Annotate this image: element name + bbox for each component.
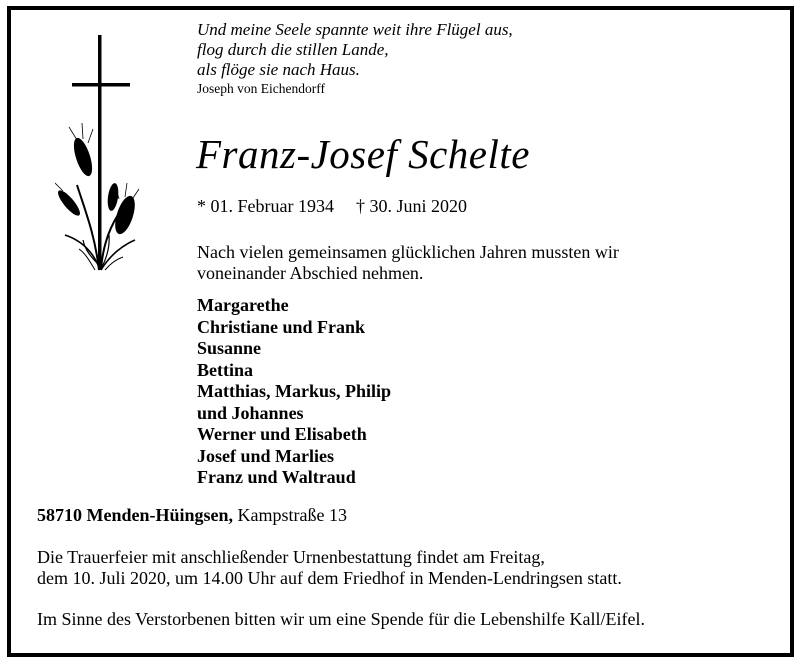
- mourner-entry: Franz und Waltraud: [197, 467, 356, 487]
- deceased-name: Franz-Josef Schelte: [196, 131, 530, 177]
- mourner-entry: Christiane und Frank: [197, 316, 366, 337]
- service-line: dem 10. Juli 2020, um 14.00 Uhr auf dem Friedhof in Menden-Lendringsen statt.: [37, 568, 622, 588]
- mourner-entry: Bettina: [197, 359, 253, 380]
- mourner-entry: Josef und Marlies: [197, 445, 334, 466]
- birth-date: * 01. Februar 1934: [197, 196, 334, 216]
- donation-request: Im Sinne des Verstorbenen bitten wir um eine Spende für die Lebenshilfe Kall/Eifel.: [37, 609, 646, 629]
- farewell-line: Nach vielen gemeinsamen glücklichen Jahren mussten wir: [197, 242, 619, 262]
- mourner-entry: Matthias, Markus, Philip: [197, 381, 392, 401]
- address-street: Kampstraße 13: [237, 505, 347, 525]
- poem-line: als flöge sie nach Haus.: [197, 60, 360, 79]
- mourner-entry: und Johannes: [197, 402, 304, 423]
- mourners-list: [197, 295, 391, 489]
- death-date: † 30. Juni 2020: [355, 196, 467, 216]
- life-dates: [197, 196, 467, 217]
- poem-line: Und meine Seele spannte weit ihre Flügel aus,: [197, 20, 513, 39]
- address: [37, 505, 347, 526]
- service-info: [37, 547, 622, 589]
- farewell-text: [197, 242, 619, 284]
- mourner-entry: Susanne: [197, 338, 262, 358]
- service-line: Die Trauerfeier mit anschließender Urnenbestattung findet am Freitag,: [37, 547, 545, 567]
- mourner-entry: Margarethe: [197, 295, 289, 315]
- mourner-entry: Werner und Elisabeth: [197, 424, 367, 444]
- poem-block: [197, 20, 513, 98]
- poem-line: flog durch die stillen Lande,: [197, 40, 389, 59]
- address-city: 58710 Menden-Hüingsen,: [37, 505, 234, 525]
- poem-author: Joseph von Eichendorff: [197, 81, 325, 96]
- cross-with-wheat-icon: [55, 35, 155, 275]
- farewell-line: voneinander Abschied nehmen.: [197, 263, 424, 283]
